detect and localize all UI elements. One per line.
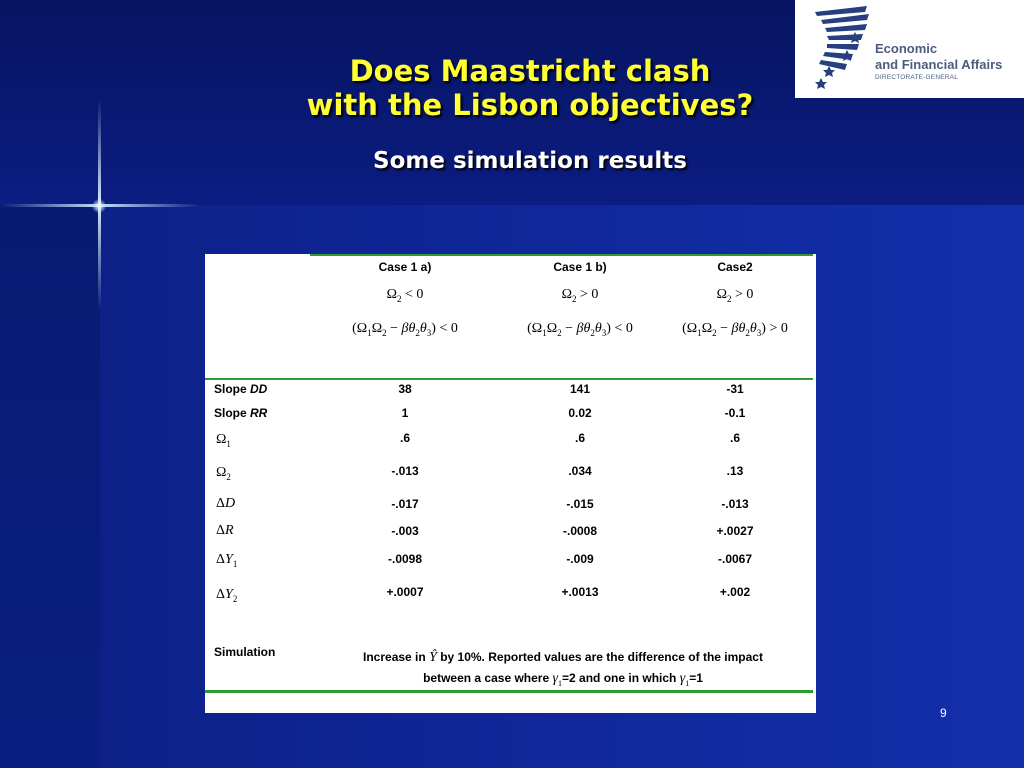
simulation-note-part5: =1 [689, 671, 703, 685]
condition-combined-case2: $(\Omega_1\Omega_2 - \beta\theta_2\theta_3) > 0$ [682, 321, 788, 338]
cell-omega2-case2: .13 [726, 464, 744, 478]
table-rule-top [310, 254, 813, 256]
row-label-omega2: $\Omega_2$ [216, 465, 231, 482]
simulation-note-part1: Increase in [363, 650, 426, 664]
row-label-delta-y2: $\Delta Y_2$ [216, 587, 238, 604]
light-flare-core [92, 199, 106, 213]
row-label-delta-y1: $\Delta Y_1$ [216, 552, 238, 569]
logo-text-line3: DIRECTORATE-GENERAL [875, 74, 959, 81]
slide-subtitle: Some simulation results [373, 148, 687, 174]
column-header-case1b: Case 1 b) [553, 260, 607, 274]
simulation-note-part3: between a case where [423, 671, 550, 685]
cell-omega1-case1b: .6 [574, 431, 585, 445]
cell-slope-dd-case2: -31 [726, 382, 744, 396]
cell-delta-r-case1b: -.0008 [562, 524, 598, 538]
simulation-note-line2 [313, 668, 813, 694]
cell-omega1-case1a: .6 [399, 431, 410, 445]
symbol-gamma1-a: $\gamma_1$ [552, 671, 563, 688]
simulation-note-line1 [313, 647, 813, 668]
cell-slope-dd-case1a: 38 [398, 382, 412, 396]
condition-combined-case1a: $(\Omega_1\Omega_2 - \beta\theta_2\theta_3) < 0$ [352, 321, 458, 338]
row-label-delta-d: ΔD [216, 496, 236, 511]
logo-text-line1: Economic [875, 41, 938, 56]
cell-delta-r-case2: +.0027 [716, 524, 754, 538]
cell-delta-y1-case1a: -.0098 [387, 552, 423, 566]
cell-omega2-case1b: .034 [568, 464, 592, 478]
cell-slope-dd-case1b: 141 [569, 382, 591, 396]
cell-delta-y1-case1b: -.009 [566, 552, 594, 566]
condition-omega2-case1b: $\Omega_2 > 0$ [561, 287, 599, 304]
cell-delta-d-case1b: -.015 [566, 497, 594, 511]
cell-delta-y2-case2: +.002 [719, 585, 751, 599]
cell-slope-rr-case1a: 1 [401, 406, 409, 420]
simulation-note [313, 647, 813, 694]
slide-title [230, 54, 830, 122]
simulation-note-part2: by 10%. Reported values are the difference of the impact [440, 650, 763, 664]
cell-delta-y2-case1b: +.0013 [561, 585, 599, 599]
cell-delta-d-case2: -.013 [721, 497, 749, 511]
cell-omega1-case2: .6 [729, 431, 740, 445]
row-label-slope-dd: Slope DD [214, 382, 268, 396]
cell-slope-rr-case1b: 0.02 [568, 406, 592, 420]
simulation-results-table [205, 254, 816, 713]
slide-title-line1: Does Maastricht clash [349, 54, 711, 88]
symbol-gamma1-b: $\gamma_1$ [679, 671, 690, 688]
row-label-delta-r: ΔR [216, 523, 234, 538]
cell-delta-y2-case1a: +.0007 [386, 585, 424, 599]
row-label-simulation: Simulation [214, 645, 276, 659]
logo-text-line2: and Financial Affairs [875, 57, 1003, 72]
simulation-note-part4: =2 and one in which [562, 671, 677, 685]
column-header-case1a: Case 1 a) [378, 260, 432, 274]
row-label-slope-rr: Slope RR [214, 406, 268, 420]
cell-delta-y1-case2: -.0067 [717, 552, 753, 566]
slide-title-line2: with the Lisbon objectives? [306, 88, 754, 122]
slide-background-left-strip [0, 205, 100, 768]
cell-omega2-case1a: -.013 [391, 464, 419, 478]
cell-delta-r-case1a: -.003 [391, 524, 419, 538]
condition-omega2-case1a: $\Omega_2 < 0$ [386, 287, 424, 304]
table-rule-header [205, 378, 813, 380]
column-header-case2: Case2 [717, 260, 753, 274]
symbol-y-hat: Ŷ [429, 650, 437, 665]
condition-omega2-case2: $\Omega_2 > 0$ [716, 287, 754, 304]
cell-delta-d-case1a: -.017 [391, 497, 419, 511]
page-number: 9 [940, 706, 947, 720]
condition-combined-case1b: $(\Omega_1\Omega_2 - \beta\theta_2\theta_3) < 0$ [527, 321, 633, 338]
row-label-omega1: $\Omega_1$ [216, 432, 231, 449]
cell-slope-rr-case2: -0.1 [724, 406, 746, 420]
